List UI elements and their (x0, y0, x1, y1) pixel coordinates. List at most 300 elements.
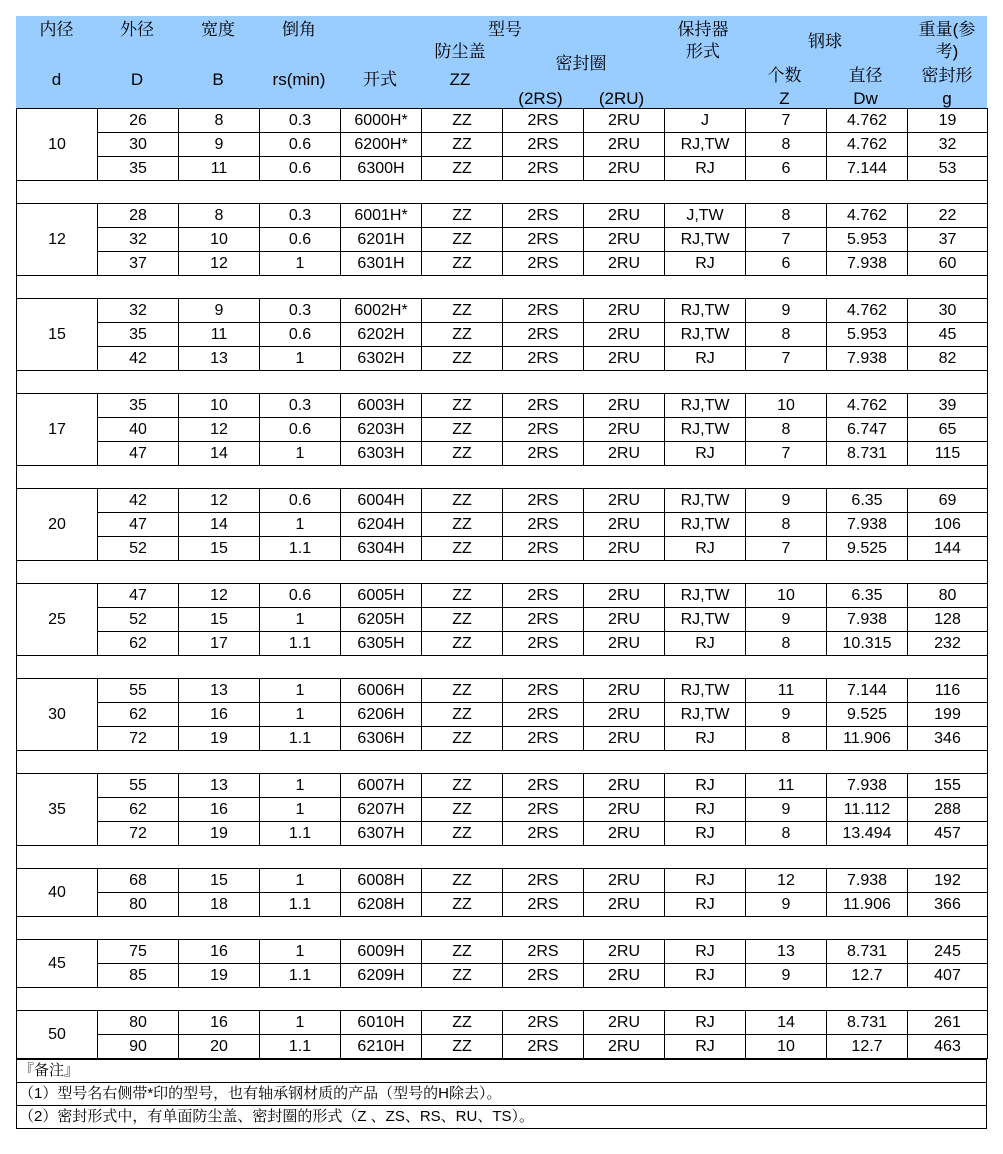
ball-count-cell: 8 (746, 133, 827, 157)
weight-cell: 463 (908, 1035, 988, 1059)
ball-diameter-cell: 10.315 (827, 632, 908, 656)
shield-cell: ZZ (422, 299, 503, 323)
chamfer-cell: 0.6 (260, 584, 341, 608)
width-cell: 8 (179, 109, 260, 133)
table-row (17, 109, 988, 133)
outer-diameter-cell: 42 (98, 347, 179, 371)
width-cell: 12 (179, 584, 260, 608)
outer-diameter-cell: 62 (98, 632, 179, 656)
table-row (17, 964, 988, 988)
bearing-spec-sheet (16, 16, 987, 1129)
cage-cell: RJ (665, 940, 746, 964)
cage-cell: RJ (665, 252, 746, 276)
cage-cell: RJ (665, 774, 746, 798)
chamfer-cell: 1 (260, 608, 341, 632)
inner-diameter-cell: 25 (17, 584, 98, 656)
seal-2rs-cell: 2RS (503, 940, 584, 964)
weight-cell: 457 (908, 822, 988, 846)
chamfer-cell: 1 (260, 869, 341, 893)
chamfer-cell: 1.1 (260, 537, 341, 561)
cage-cell: RJ (665, 1011, 746, 1035)
shield-cell: ZZ (422, 584, 503, 608)
table-row (17, 347, 988, 371)
weight-cell: 366 (908, 893, 988, 917)
spacer-cell (17, 846, 988, 869)
table-row (17, 727, 988, 751)
group-spacer (17, 656, 988, 679)
seal-2rs-cell: 2RS (503, 727, 584, 751)
ball-count-cell: 9 (746, 299, 827, 323)
ball-diameter-cell: 7.938 (827, 513, 908, 537)
weight-cell: 407 (908, 964, 988, 988)
header-shield-code: ZZ (449, 70, 471, 89)
inner-diameter-cell: 15 (17, 299, 98, 371)
outer-diameter-cell: 80 (98, 1011, 179, 1035)
chamfer-cell: 1 (260, 940, 341, 964)
seal-2rs-cell: 2RS (503, 798, 584, 822)
open-model-cell: 6300H (341, 157, 422, 181)
weight-cell: 199 (908, 703, 988, 727)
seal-2ru-cell: 2RU (584, 964, 665, 988)
chamfer-cell: 0.6 (260, 228, 341, 252)
open-model-cell: 6008H (341, 869, 422, 893)
shield-cell: ZZ (422, 727, 503, 751)
chamfer-cell: 0.3 (260, 299, 341, 323)
open-model-cell: 6001H* (341, 204, 422, 228)
cage-cell: RJ (665, 727, 746, 751)
ball-count-cell: 9 (746, 703, 827, 727)
ball-diameter-cell: 4.762 (827, 204, 908, 228)
cage-cell: RJ,TW (665, 513, 746, 537)
seal-2rs-cell: 2RS (503, 299, 584, 323)
note-1: （1）型号名右侧带*印的型号，也有轴承钢材质的产品（型号的H除去）。 (16, 1083, 987, 1106)
weight-cell: 30 (908, 299, 988, 323)
ball-count-cell: 10 (746, 1035, 827, 1059)
inner-diameter-cell: 30 (17, 679, 98, 751)
outer-diameter-cell: 72 (98, 822, 179, 846)
outer-diameter-cell: 62 (98, 798, 179, 822)
open-model-cell: 6006H (341, 679, 422, 703)
open-model-cell: 6002H* (341, 299, 422, 323)
seal-2rs-cell: 2RS (503, 418, 584, 442)
weight-cell: 32 (908, 133, 988, 157)
width-cell: 13 (179, 774, 260, 798)
inner-diameter-cell: 45 (17, 940, 98, 988)
table-row (17, 1035, 988, 1059)
ball-diameter-cell: 7.938 (827, 347, 908, 371)
shield-cell: ZZ (422, 513, 503, 537)
seal-2ru-cell: 2RU (584, 703, 665, 727)
table-row (17, 893, 988, 917)
width-cell: 14 (179, 513, 260, 537)
width-cell: 12 (179, 489, 260, 513)
seal-2rs-cell: 2RS (503, 964, 584, 988)
chamfer-cell: 1 (260, 703, 341, 727)
open-model-cell: 6003H (341, 394, 422, 418)
seal-2ru-cell: 2RU (584, 133, 665, 157)
seal-2ru-cell: 2RU (584, 774, 665, 798)
weight-cell: 115 (908, 442, 988, 466)
seal-2rs-cell: 2RS (503, 703, 584, 727)
table-row (17, 632, 988, 656)
shield-cell: ZZ (422, 869, 503, 893)
outer-diameter-cell: 47 (98, 584, 179, 608)
open-model-cell: 6209H (341, 964, 422, 988)
cage-cell: RJ,TW (665, 489, 746, 513)
seal-2rs-cell: 2RS (503, 893, 584, 917)
open-model-cell: 6010H (341, 1011, 422, 1035)
seal-2rs-cell: 2RS (503, 869, 584, 893)
cage-cell: J (665, 109, 746, 133)
open-model-cell: 6307H (341, 822, 422, 846)
seal-2rs-cell: 2RS (503, 537, 584, 561)
shield-cell: ZZ (422, 252, 503, 276)
width-cell: 11 (179, 323, 260, 347)
ball-count-cell: 7 (746, 442, 827, 466)
seal-2ru-cell: 2RU (584, 299, 665, 323)
inner-diameter-cell: 10 (17, 109, 98, 181)
outer-diameter-cell: 28 (98, 204, 179, 228)
ball-diameter-cell: 12.7 (827, 964, 908, 988)
cage-cell: RJ (665, 893, 746, 917)
inner-diameter-cell: 40 (17, 869, 98, 917)
seal-2ru-cell: 2RU (584, 679, 665, 703)
outer-diameter-cell: 85 (98, 964, 179, 988)
table-row (17, 703, 988, 727)
outer-diameter-cell: 47 (98, 513, 179, 537)
open-model-cell: 6301H (341, 252, 422, 276)
inner-diameter-cell: 20 (17, 489, 98, 561)
shield-cell: ZZ (422, 228, 503, 252)
header-seal-2ru: (2RU) (598, 89, 645, 108)
cage-cell: RJ,TW (665, 679, 746, 703)
header-model: 型号 (488, 20, 522, 39)
ball-diameter-cell: 9.525 (827, 703, 908, 727)
outer-diameter-cell: 40 (98, 418, 179, 442)
open-model-cell: 6304H (341, 537, 422, 561)
width-cell: 19 (179, 727, 260, 751)
ball-count-cell: 9 (746, 798, 827, 822)
shield-cell: ZZ (422, 347, 503, 371)
spacer-cell (17, 988, 988, 1011)
width-cell: 15 (179, 537, 260, 561)
chamfer-cell: 1.1 (260, 632, 341, 656)
table-row (17, 513, 988, 537)
chamfer-cell: 0.3 (260, 394, 341, 418)
table-row (17, 133, 988, 157)
chamfer-cell: 1.1 (260, 727, 341, 751)
ball-diameter-cell: 8.731 (827, 940, 908, 964)
spec-table-body (17, 109, 988, 1059)
header-ball: 钢球 (808, 32, 842, 51)
open-model-cell: 6202H (341, 323, 422, 347)
seal-2rs-cell: 2RS (503, 513, 584, 537)
ball-diameter-cell: 7.144 (827, 157, 908, 181)
seal-2ru-cell: 2RU (584, 822, 665, 846)
shield-cell: ZZ (422, 964, 503, 988)
open-model-cell: 6004H (341, 489, 422, 513)
seal-2ru-cell: 2RU (584, 347, 665, 371)
group-spacer (17, 561, 988, 584)
ball-diameter-cell: 4.762 (827, 133, 908, 157)
open-model-cell: 6009H (341, 940, 422, 964)
ball-diameter-cell: 6.747 (827, 418, 908, 442)
open-model-cell: 6203H (341, 418, 422, 442)
chamfer-cell: 1 (260, 774, 341, 798)
chamfer-cell: 0.6 (260, 133, 341, 157)
ball-count-cell: 8 (746, 727, 827, 751)
cage-cell: RJ,TW (665, 323, 746, 347)
ball-diameter-cell: 7.144 (827, 679, 908, 703)
ball-diameter-cell: 7.938 (827, 608, 908, 632)
group-spacer (17, 846, 988, 869)
weight-cell: 106 (908, 513, 988, 537)
outer-diameter-cell: 42 (98, 489, 179, 513)
ball-count-cell: 7 (746, 537, 827, 561)
group-spacer (17, 181, 988, 204)
width-cell: 20 (179, 1035, 260, 1059)
table-row (17, 252, 988, 276)
open-model-cell: 6005H (341, 584, 422, 608)
spacer-cell (17, 917, 988, 940)
cage-cell: RJ,TW (665, 394, 746, 418)
header-ball-diameter: 直径 (848, 66, 883, 85)
seal-2rs-cell: 2RS (503, 442, 584, 466)
ball-count-cell: 10 (746, 584, 827, 608)
cage-cell: RJ (665, 798, 746, 822)
seal-2ru-cell: 2RU (584, 228, 665, 252)
width-cell: 18 (179, 893, 260, 917)
open-model-cell: 6305H (341, 632, 422, 656)
seal-2rs-cell: 2RS (503, 204, 584, 228)
shield-cell: ZZ (422, 632, 503, 656)
seal-2rs-cell: 2RS (503, 584, 584, 608)
shield-cell: ZZ (422, 157, 503, 181)
shield-cell: ZZ (422, 1011, 503, 1035)
inner-diameter-cell: 35 (17, 774, 98, 846)
cage-cell: RJ,TW (665, 418, 746, 442)
table-row (17, 489, 988, 513)
open-model-cell: 6007H (341, 774, 422, 798)
cage-cell: RJ (665, 347, 746, 371)
ball-count-cell: 9 (746, 608, 827, 632)
seal-2ru-cell: 2RU (584, 489, 665, 513)
seal-2rs-cell: 2RS (503, 323, 584, 347)
table-row (17, 204, 988, 228)
table-row (17, 822, 988, 846)
shield-cell: ZZ (422, 204, 503, 228)
width-cell: 10 (179, 394, 260, 418)
chamfer-cell: 0.6 (260, 489, 341, 513)
ball-count-cell: 11 (746, 679, 827, 703)
seal-2rs-cell: 2RS (503, 489, 584, 513)
seal-2ru-cell: 2RU (584, 394, 665, 418)
outer-diameter-cell: 90 (98, 1035, 179, 1059)
group-spacer (17, 466, 988, 489)
width-cell: 14 (179, 442, 260, 466)
notes-title: 『备注』 (16, 1059, 987, 1083)
table-row (17, 323, 988, 347)
open-model-cell: 6208H (341, 893, 422, 917)
seal-2rs-cell: 2RS (503, 608, 584, 632)
ball-count-cell: 12 (746, 869, 827, 893)
width-cell: 12 (179, 252, 260, 276)
weight-cell: 80 (908, 584, 988, 608)
chamfer-cell: 1 (260, 1011, 341, 1035)
shield-cell: ZZ (422, 109, 503, 133)
seal-2rs-cell: 2RS (503, 228, 584, 252)
header-chamfer: 倒角 (282, 20, 316, 39)
table-row (17, 774, 988, 798)
shield-cell: ZZ (422, 489, 503, 513)
seal-2rs-cell: 2RS (503, 632, 584, 656)
weight-cell: 65 (908, 418, 988, 442)
seal-2ru-cell: 2RU (584, 893, 665, 917)
spacer-cell (17, 466, 988, 489)
chamfer-cell: 1 (260, 679, 341, 703)
shield-cell: ZZ (422, 679, 503, 703)
ball-count-cell: 11 (746, 774, 827, 798)
weight-cell: 288 (908, 798, 988, 822)
ball-count-cell: 8 (746, 632, 827, 656)
ball-count-cell: 8 (746, 418, 827, 442)
chamfer-cell: 0.6 (260, 418, 341, 442)
header-outer-symbol: D (130, 70, 144, 89)
shield-cell: ZZ (422, 442, 503, 466)
header-width: 宽度 (201, 20, 235, 39)
width-cell: 16 (179, 1011, 260, 1035)
shield-cell: ZZ (422, 893, 503, 917)
chamfer-cell: 0.6 (260, 157, 341, 181)
seal-2ru-cell: 2RU (584, 157, 665, 181)
seal-2ru-cell: 2RU (584, 584, 665, 608)
width-cell: 10 (179, 228, 260, 252)
ball-diameter-cell: 7.938 (827, 252, 908, 276)
chamfer-cell: 1 (260, 252, 341, 276)
outer-diameter-cell: 72 (98, 727, 179, 751)
width-cell: 16 (179, 798, 260, 822)
chamfer-cell: 1.1 (260, 964, 341, 988)
seal-2ru-cell: 2RU (584, 608, 665, 632)
weight-cell: 155 (908, 774, 988, 798)
group-spacer (17, 917, 988, 940)
seal-2ru-cell: 2RU (584, 727, 665, 751)
weight-cell: 22 (908, 204, 988, 228)
seal-2ru-cell: 2RU (584, 869, 665, 893)
seal-2ru-cell: 2RU (584, 252, 665, 276)
shield-cell: ZZ (422, 798, 503, 822)
chamfer-cell: 1 (260, 798, 341, 822)
cage-cell: RJ,TW (665, 228, 746, 252)
weight-cell: 60 (908, 252, 988, 276)
cage-cell: RJ (665, 1035, 746, 1059)
ball-count-cell: 6 (746, 252, 827, 276)
spacer-cell (17, 371, 988, 394)
width-cell: 11 (179, 157, 260, 181)
ball-count-cell: 9 (746, 964, 827, 988)
ball-count-cell: 10 (746, 394, 827, 418)
seal-2ru-cell: 2RU (584, 940, 665, 964)
outer-diameter-cell: 30 (98, 133, 179, 157)
weight-cell: 37 (908, 228, 988, 252)
ball-count-cell: 7 (746, 347, 827, 371)
outer-diameter-cell: 32 (98, 228, 179, 252)
chamfer-cell: 1.1 (260, 1035, 341, 1059)
weight-cell: 45 (908, 323, 988, 347)
shield-cell: ZZ (422, 940, 503, 964)
inner-diameter-cell: 50 (17, 1011, 98, 1059)
shield-cell: ZZ (422, 1035, 503, 1059)
ball-count-cell: 9 (746, 489, 827, 513)
chamfer-cell: 0.3 (260, 204, 341, 228)
ball-count-cell: 8 (746, 204, 827, 228)
cage-cell: RJ,TW (665, 703, 746, 727)
cage-cell: J,TW (665, 204, 746, 228)
seal-2rs-cell: 2RS (503, 394, 584, 418)
outer-diameter-cell: 32 (98, 299, 179, 323)
shield-cell: ZZ (422, 418, 503, 442)
open-model-cell: 6207H (341, 798, 422, 822)
table-row (17, 679, 988, 703)
header-weight-2: 考) (935, 42, 959, 61)
open-model-cell: 6000H* (341, 109, 422, 133)
weight-cell: 261 (908, 1011, 988, 1035)
ball-diameter-cell: 4.762 (827, 299, 908, 323)
inner-diameter-cell: 17 (17, 394, 98, 466)
width-cell: 9 (179, 133, 260, 157)
seal-2rs-cell: 2RS (503, 157, 584, 181)
table-row (17, 394, 988, 418)
cage-cell: RJ (665, 157, 746, 181)
chamfer-cell: 0.3 (260, 109, 341, 133)
table-row (17, 584, 988, 608)
weight-cell: 69 (908, 489, 988, 513)
seal-2ru-cell: 2RU (584, 1035, 665, 1059)
cage-cell: RJ,TW (665, 133, 746, 157)
weight-cell: 232 (908, 632, 988, 656)
outer-diameter-cell: 26 (98, 109, 179, 133)
seal-2rs-cell: 2RS (503, 822, 584, 846)
header-cage-2: 形式 (686, 42, 720, 61)
width-cell: 17 (179, 632, 260, 656)
header-ball-count-symbol: Z (779, 89, 790, 108)
shield-cell: ZZ (422, 394, 503, 418)
spacer-cell (17, 751, 988, 774)
weight-cell: 82 (908, 347, 988, 371)
header-chamfer-symbol: rs(min) (272, 70, 326, 89)
chamfer-cell: 1 (260, 442, 341, 466)
chamfer-cell: 0.6 (260, 323, 341, 347)
width-cell: 15 (179, 869, 260, 893)
open-model-cell: 6206H (341, 703, 422, 727)
weight-cell: 128 (908, 608, 988, 632)
outer-diameter-cell: 47 (98, 442, 179, 466)
seal-2ru-cell: 2RU (584, 1011, 665, 1035)
ball-diameter-cell: 6.35 (827, 584, 908, 608)
table-row (17, 798, 988, 822)
outer-diameter-cell: 75 (98, 940, 179, 964)
width-cell: 12 (179, 418, 260, 442)
cage-cell: RJ,TW (665, 584, 746, 608)
seal-2ru-cell: 2RU (584, 632, 665, 656)
header-width-symbol: B (212, 70, 224, 89)
weight-cell: 346 (908, 727, 988, 751)
outer-diameter-cell: 35 (98, 394, 179, 418)
cage-cell: RJ,TW (665, 299, 746, 323)
width-cell: 19 (179, 964, 260, 988)
header-ball-diameter-symbol: Dw (853, 89, 878, 108)
table-row (17, 940, 988, 964)
